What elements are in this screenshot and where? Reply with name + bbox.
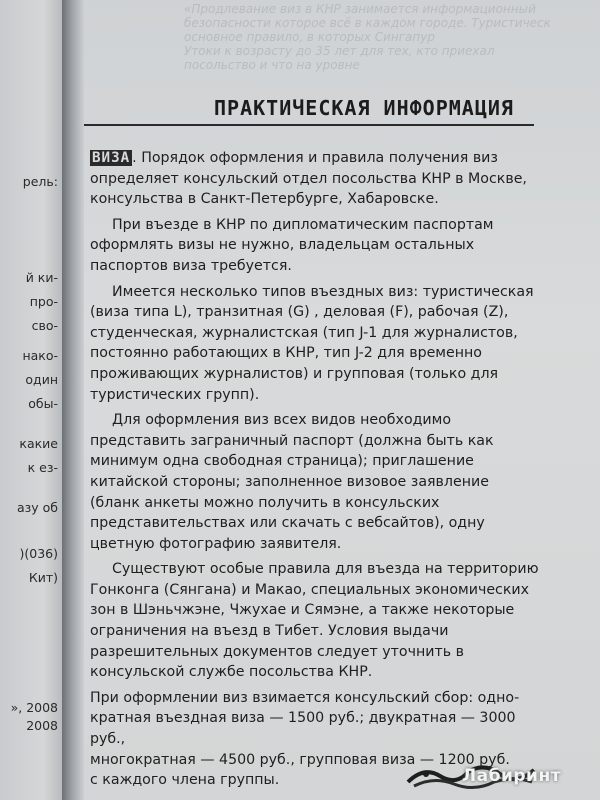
left-page-fragment: », 2008 xyxy=(10,700,58,715)
bleed-line: основное правило, в которых Сингапур xyxy=(184,30,435,44)
left-page-fragment: один xyxy=(25,372,58,387)
paragraph: Существуют особые правила для въезда на территорию Гонконга (Сянгана) и Макао, специальных экономических зон в Шэньчжэне, Чжухае и Сямэне, а также некоторые ограничения на въезд в Тибет. Условия выдачи разрешительных документов следует уточнить в консульской службе посольства КНР. xyxy=(90,561,539,681)
right-page xyxy=(84,0,600,800)
lead-rest: . Порядок оформления и правила получения виз определяет консульский отдел посольства КНР в Москве, консульства в Санкт-Петербурге, Хабаровске. xyxy=(90,150,527,208)
left-page-fragment: какие xyxy=(19,436,58,451)
paragraph: Для оформления виз всех видов необходимо представить заграничный паспорт (должна быть как минимум одна свободная страница); приглашение китайской стороны; заполненное визовое заявление (бланк анкеты можно получить в консульских представительствах или скачать с вебсайтов), одну цветную фотографию заявителя. xyxy=(90,412,494,552)
left-page-fragment: азу об xyxy=(16,500,58,515)
section-title: ПРАКТИЧЕСКАЯ ИНФОРМАЦИЯ xyxy=(214,96,514,120)
title-rule xyxy=(84,124,534,126)
lead-word: ВИЗА xyxy=(92,150,131,166)
paragraph: Имеется несколько типов въездных виз: туристическая (виза типа L), транзитная (G) , деловая (F), рабочая (Z), студенческая, журналистская (тип J-1 для журналистов, постоянно работающих в КНР, тип J-2 для временно проживающих журналистов) и групповая (только для туристических групп). xyxy=(90,283,534,403)
bleed-line: посольство и что на уровне xyxy=(184,58,360,72)
left-page-fragment: к ез- xyxy=(27,460,58,475)
left-page-fragment: нако- xyxy=(22,348,58,363)
bleed-line: безопасности которое всё в каждом городе. Туристическ xyxy=(184,16,551,30)
left-page-fragment: )(036) xyxy=(19,546,58,561)
body-text xyxy=(90,148,540,796)
left-page-fragment: сво- xyxy=(31,318,58,333)
left-page-fragment: 2008 xyxy=(26,718,58,733)
paragraph-visa xyxy=(90,148,540,210)
bleed-line: «Продлевание виз в КНР занимается информационный xyxy=(184,2,536,16)
paragraph: При въезде в КНР по дипломатическим паспортам оформлять визы не нужно, владельцам остальных паспортов виза требуется. xyxy=(90,216,494,274)
left-page-fragment: про- xyxy=(29,294,58,309)
fees-line: многократная — 4500 руб., групповая виза — 1200 руб. xyxy=(90,751,510,768)
left-page-fragment: Кит) xyxy=(28,570,58,585)
left-page-fragment: обы- xyxy=(28,396,58,411)
left-page-fragment: й ки- xyxy=(25,270,58,285)
fees-line: кратная въездная виза — 1500 руб.; двукратная — 3000 руб., xyxy=(90,710,516,748)
fees-line: При оформлении виз взимается консульский сбор: одно- xyxy=(90,689,520,706)
bleed-through-text xyxy=(184,2,584,72)
left-page xyxy=(0,0,62,800)
book-gutter xyxy=(62,0,84,800)
left-page-fragment: рель: xyxy=(22,174,58,189)
labirint-watermark: Лабиринт xyxy=(462,766,562,786)
bleed-line: Утоки к возрасту до 35 лет для тех, кто приехал xyxy=(184,44,495,58)
fees-line: с каждого члена группы. xyxy=(90,772,280,789)
